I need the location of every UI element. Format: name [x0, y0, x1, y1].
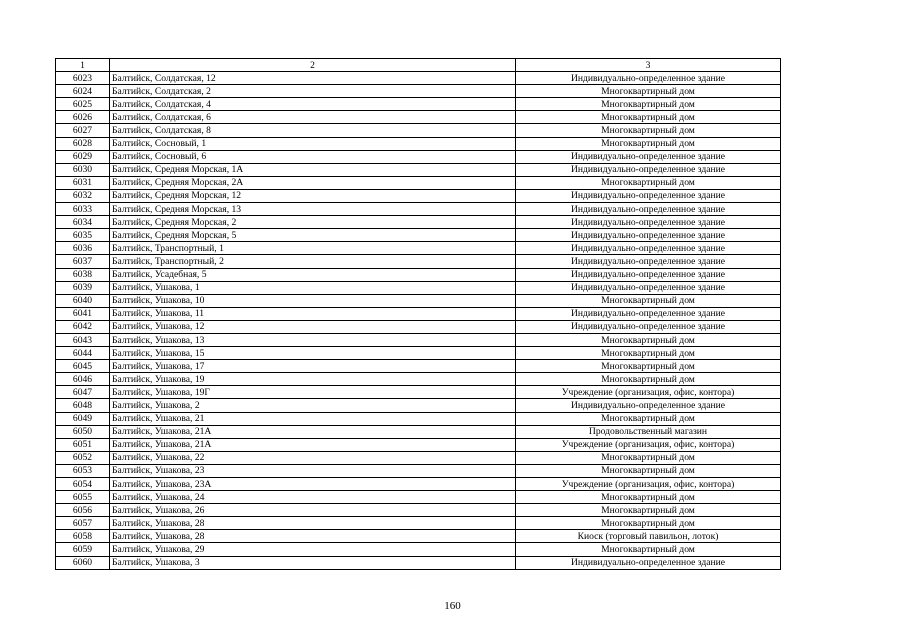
building-type-cell: Индивидуально-определенное здание — [516, 242, 781, 255]
building-type-cell: Индивидуально-определенное здание — [516, 150, 781, 163]
address-cell: Балтийск, Ушакова, 19 — [110, 373, 516, 386]
table-row — [56, 373, 781, 386]
table-row — [56, 176, 781, 189]
address-cell: Балтийск, Ушакова, 29 — [110, 543, 516, 556]
building-type-cell: Учреждение (организация, офис, контора) — [516, 438, 781, 451]
column-header-1: 1 — [56, 59, 110, 72]
record-number-cell: 6060 — [56, 556, 110, 569]
table-row — [56, 556, 781, 569]
record-number-cell: 6044 — [56, 347, 110, 360]
table-row — [56, 124, 781, 137]
address-cell: Балтийск, Средняя Морская, 12 — [110, 189, 516, 202]
building-type-cell: Многоквартирный дом — [516, 451, 781, 464]
table-row — [56, 150, 781, 163]
building-type-cell: Индивидуально-определенное здание — [516, 320, 781, 333]
record-number-cell: 6050 — [56, 425, 110, 438]
table-row — [56, 189, 781, 202]
building-type-cell: Индивидуально-определенное здание — [516, 229, 781, 242]
address-cell: Балтийск, Ушакова, 28 — [110, 517, 516, 530]
record-number-cell: 6037 — [56, 255, 110, 268]
record-number-cell: 6049 — [56, 412, 110, 425]
record-number-cell: 6058 — [56, 530, 110, 543]
table-row — [56, 229, 781, 242]
record-number-cell: 6031 — [56, 176, 110, 189]
address-cell: Балтийск, Ушакова, 26 — [110, 504, 516, 517]
table-row — [56, 72, 781, 85]
building-type-cell: Многоквартирный дом — [516, 137, 781, 150]
table-row — [56, 85, 781, 98]
record-number-cell: 6059 — [56, 543, 110, 556]
address-cell: Балтийск, Ушакова, 10 — [110, 294, 516, 307]
building-type-cell: Многоквартирный дом — [516, 491, 781, 504]
record-number-cell: 6048 — [56, 399, 110, 412]
building-type-cell: Индивидуально-определенное здание — [516, 268, 781, 281]
table-row — [56, 543, 781, 556]
building-type-cell: Многоквартирный дом — [516, 373, 781, 386]
address-cell: Балтийск, Солдатская, 8 — [110, 124, 516, 137]
building-type-cell: Индивидуально-определенное здание — [516, 203, 781, 216]
record-number-cell: 6027 — [56, 124, 110, 137]
address-cell: Балтийск, Средняя Морская, 2 — [110, 216, 516, 229]
table-row — [56, 464, 781, 477]
record-number-cell: 6047 — [56, 386, 110, 399]
column-header-2: 2 — [110, 59, 516, 72]
column-header-3: 3 — [516, 59, 781, 72]
table-row — [56, 386, 781, 399]
record-number-cell: 6032 — [56, 189, 110, 202]
building-type-cell: Учреждение (организация, офис, контора) — [516, 386, 781, 399]
building-type-cell: Многоквартирный дом — [516, 347, 781, 360]
record-number-cell: 6034 — [56, 216, 110, 229]
table-row — [56, 203, 781, 216]
address-cell: Балтийск, Солдатская, 6 — [110, 111, 516, 124]
table-row — [56, 242, 781, 255]
building-type-cell: Многоквартирный дом — [516, 333, 781, 346]
building-type-cell: Многоквартирный дом — [516, 98, 781, 111]
record-number-cell: 6036 — [56, 242, 110, 255]
address-cell: Балтийск, Средняя Морская, 5 — [110, 229, 516, 242]
record-number-cell: 6057 — [56, 517, 110, 530]
building-type-cell: Киоск (торговый павильон, лоток) — [516, 530, 781, 543]
table-row — [56, 412, 781, 425]
table-row — [56, 478, 781, 491]
address-cell: Балтийск, Ушакова, 3 — [110, 556, 516, 569]
record-number-cell: 6035 — [56, 229, 110, 242]
address-cell: Балтийск, Ушакова, 19Г — [110, 386, 516, 399]
address-cell: Балтийск, Ушакова, 21А — [110, 425, 516, 438]
table-row — [56, 347, 781, 360]
building-type-cell: Многоквартирный дом — [516, 360, 781, 373]
building-type-cell: Индивидуально-определенное здание — [516, 307, 781, 320]
building-type-cell: Многоквартирный дом — [516, 464, 781, 477]
record-number-cell: 6033 — [56, 203, 110, 216]
record-number-cell: 6028 — [56, 137, 110, 150]
record-number-cell: 6038 — [56, 268, 110, 281]
building-type-cell: Многоквартирный дом — [516, 412, 781, 425]
record-number-cell: 6042 — [56, 320, 110, 333]
record-number-cell: 6039 — [56, 281, 110, 294]
record-number-cell: 6041 — [56, 307, 110, 320]
building-type-cell: Учреждение (организация, офис, контора) — [516, 478, 781, 491]
address-cell: Балтийск, Ушакова, 11 — [110, 307, 516, 320]
table-row — [56, 425, 781, 438]
address-cell: Балтийск, Ушакова, 2 — [110, 399, 516, 412]
address-cell: Балтийск, Солдатская, 2 — [110, 85, 516, 98]
table-row — [56, 504, 781, 517]
address-cell: Балтийск, Ушакова, 21 — [110, 412, 516, 425]
address-cell: Балтийск, Ушакова, 21А — [110, 438, 516, 451]
building-type-cell: Индивидуально-определенное здание — [516, 72, 781, 85]
building-type-cell: Индивидуально-определенное здание — [516, 281, 781, 294]
table-row — [56, 320, 781, 333]
table-row — [56, 137, 781, 150]
table-row — [56, 399, 781, 412]
address-cell: Балтийск, Ушакова, 15 — [110, 347, 516, 360]
record-number-cell: 6029 — [56, 150, 110, 163]
address-cell: Балтийск, Средняя Морская, 1А — [110, 163, 516, 176]
record-number-cell: 6052 — [56, 451, 110, 464]
building-type-cell: Многоквартирный дом — [516, 176, 781, 189]
record-number-cell: 6025 — [56, 98, 110, 111]
table-row — [56, 491, 781, 504]
building-type-cell: Многоквартирный дом — [516, 111, 781, 124]
address-cell: Балтийск, Ушакова, 24 — [110, 491, 516, 504]
building-type-cell: Многоквартирный дом — [516, 85, 781, 98]
table-row — [56, 517, 781, 530]
table-row — [56, 268, 781, 281]
address-cell: Балтийск, Транспортный, 1 — [110, 242, 516, 255]
address-cell: Балтийск, Солдатская, 4 — [110, 98, 516, 111]
header-row — [56, 59, 781, 72]
building-type-cell: Индивидуально-определенное здание — [516, 189, 781, 202]
table-row — [56, 216, 781, 229]
building-type-cell: Индивидуально-определенное здание — [516, 216, 781, 229]
address-cell: Балтийск, Ушакова, 23А — [110, 478, 516, 491]
table-row — [56, 333, 781, 346]
table-row — [56, 360, 781, 373]
address-cell: Балтийск, Ушакова, 1 — [110, 281, 516, 294]
building-type-cell: Многоквартирный дом — [516, 543, 781, 556]
address-cell: Балтийск, Усадебная, 5 — [110, 268, 516, 281]
record-number-cell: 6023 — [56, 72, 110, 85]
record-number-cell: 6030 — [56, 163, 110, 176]
address-cell: Балтийск, Ушакова, 17 — [110, 360, 516, 373]
record-number-cell: 6040 — [56, 294, 110, 307]
address-cell: Балтийск, Ушакова, 22 — [110, 451, 516, 464]
table-row — [56, 281, 781, 294]
table-row — [56, 294, 781, 307]
address-cell: Балтийск, Ушакова, 13 — [110, 333, 516, 346]
address-cell: Балтийск, Транспортный, 2 — [110, 255, 516, 268]
table-body — [56, 72, 781, 570]
record-number-cell: 6053 — [56, 464, 110, 477]
address-cell: Балтийск, Сосновый, 1 — [110, 137, 516, 150]
record-number-cell: 6055 — [56, 491, 110, 504]
address-table — [55, 58, 781, 570]
record-number-cell: 6045 — [56, 360, 110, 373]
building-type-cell: Индивидуально-определенное здание — [516, 255, 781, 268]
building-type-cell: Индивидуально-определенное здание — [516, 163, 781, 176]
building-type-cell: Индивидуально-определенное здание — [516, 399, 781, 412]
building-type-cell: Многоквартирный дом — [516, 517, 781, 530]
building-type-cell: Многоквартирный дом — [516, 504, 781, 517]
record-number-cell: 6043 — [56, 333, 110, 346]
address-cell: Балтийск, Ушакова, 23 — [110, 464, 516, 477]
record-number-cell: 6054 — [56, 478, 110, 491]
building-type-cell: Многоквартирный дом — [516, 294, 781, 307]
table-row — [56, 451, 781, 464]
address-cell: Балтийск, Средняя Морская, 13 — [110, 203, 516, 216]
table-row — [56, 111, 781, 124]
address-cell: Балтийск, Сосновый, 6 — [110, 150, 516, 163]
building-type-cell: Многоквартирный дом — [516, 124, 781, 137]
address-cell: Балтийск, Ушакова, 28 — [110, 530, 516, 543]
table-row — [56, 163, 781, 176]
building-type-cell: Продовольственный магазин — [516, 425, 781, 438]
record-number-cell: 6051 — [56, 438, 110, 451]
record-number-cell: 6026 — [56, 111, 110, 124]
table-row — [56, 438, 781, 451]
address-cell: Балтийск, Ушакова, 12 — [110, 320, 516, 333]
table-row — [56, 530, 781, 543]
record-number-cell: 6024 — [56, 85, 110, 98]
building-type-cell: Индивидуально-определенное здание — [516, 556, 781, 569]
address-cell: Балтийск, Средняя Морская, 2А — [110, 176, 516, 189]
table-row — [56, 98, 781, 111]
table-row — [56, 307, 781, 320]
record-number-cell: 6046 — [56, 373, 110, 386]
page-number: 160 — [444, 600, 461, 612]
table-row — [56, 255, 781, 268]
record-number-cell: 6056 — [56, 504, 110, 517]
address-cell: Балтийск, Солдатская, 12 — [110, 72, 516, 85]
